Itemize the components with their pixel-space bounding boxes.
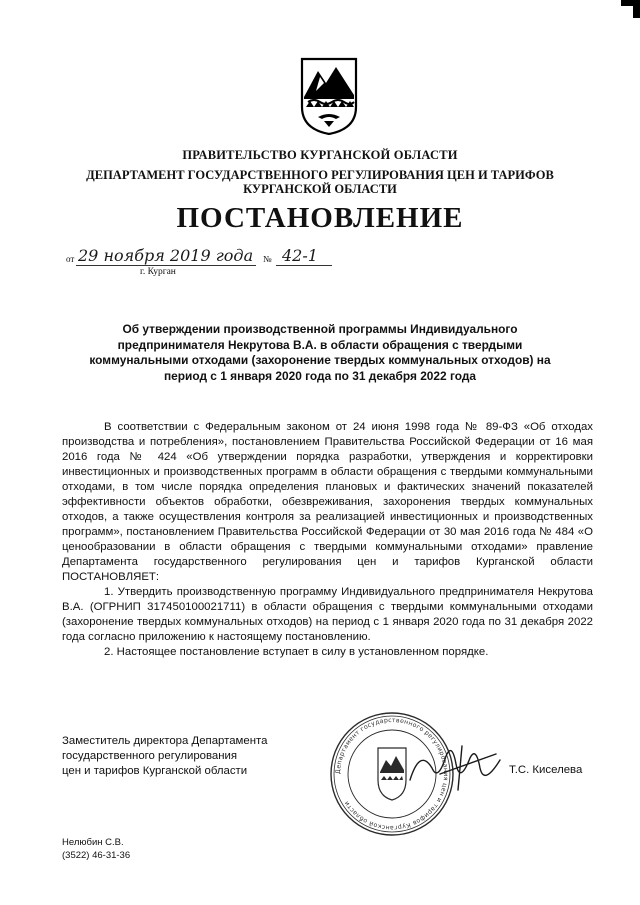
signatory-position-line1: Заместитель директора Департамента [62, 735, 268, 747]
date-number-line [0, 246, 640, 268]
number-underline [276, 265, 332, 266]
subject-line2: предпринимателя Некрутова В.А. в области обращения с твердыми [117, 337, 523, 352]
scan-corner-mark [621, 0, 640, 18]
department-heading [60, 168, 580, 196]
subject-line4: период с 1 января 2020 года по 31 декабря 2022 года [163, 368, 477, 383]
government-heading: ПРАВИТЕЛЬСТВО КУРГАНСКОЙ ОБЛАСТИ [182, 148, 458, 162]
department-heading-line1: ДЕПАРТАМЕНТ ГОСУДАРСТВЕННОГО РЕГУЛИРОВАНИЯ ЦЕН И ТАРИФОВ [86, 168, 554, 182]
document-type-title: ПОСТАНОВЛЕНИЕ [176, 202, 464, 234]
signatory-name: Т.С. Киселева [509, 764, 583, 776]
department-heading-line2: КУРГАНСКОЙ ОБЛАСТИ [243, 182, 397, 196]
subject-line3: коммунальными отходами (захоронение твердых коммунальных отходов) на [89, 353, 551, 367]
date-underline [76, 265, 256, 266]
executor-phone: (3522) 46-31-36 [62, 850, 131, 861]
signatory-position [62, 734, 267, 779]
coat-of-arms-emblem [300, 57, 358, 135]
executor-info [62, 836, 130, 862]
subject-line1: Об утверждении производственной программы Индивидуального [122, 322, 518, 336]
signatory-position-line3: цен и тарифов Курганской области [62, 765, 248, 777]
resolution-item-1: 1. Утвердить производственную программу Индивидуального предпринимателя Некрутова В.А. (ОГРНИП 317450100021711) в области обращения с твердыми коммунальными отходами (захоронение твердых коммунальных отходов) на период с 1 января 2020 года по 31 декабря 2022 года согласно приложению к настоящему постановлению. [62, 586, 593, 643]
city-label: г. Курган [140, 267, 176, 277]
number-label: № [263, 254, 272, 264]
executor-name: Нелюбин С.В. [62, 837, 124, 848]
document-body [62, 420, 593, 660]
document-subject [70, 322, 570, 384]
date-prefix-label: от [66, 254, 75, 264]
resolution-item-2: 2. Настоящее постановление вступает в силу в установленном порядке. [104, 646, 489, 658]
handwritten-date: 29 ноября 2019 года [78, 246, 254, 265]
preamble-paragraph: В соответствии с Федеральным законом от 24 июня 1998 года № 89-ФЗ «Об отходах производства и потребления», постановлением Правительства Российской Федерации от 16 мая 2016 года № 424 «Об утверждении порядка разработки, утверждения и корректировки инвестиционных и производственных программ в области обращения с твердыми коммунальными отходами, в том числе порядка определения плановых и фактических значений показателей эффективности объектов обработки, обезвреживания, захоронения твердых коммунальных отходов, а также осуществления контроля за реализацией инвестиционных и производственных программ», постановлением Правительства Российской Федерации от 30 мая 2016 года № 484 «О ценообразовании в области обращения с твердыми коммунальными отходами» правление Департамента государственного регулирования цен и тарифов Курганской области ПОСТАНОВЛЯЕТ: [62, 421, 593, 583]
handwritten-signature [400, 738, 510, 793]
handwritten-number: 42-1 [282, 246, 318, 265]
signatory-position-line2: государственного регулирования [62, 750, 238, 762]
stamp-ring-text: Департамент государственного регулирования цен и тарифов Курганской области [334, 716, 450, 832]
